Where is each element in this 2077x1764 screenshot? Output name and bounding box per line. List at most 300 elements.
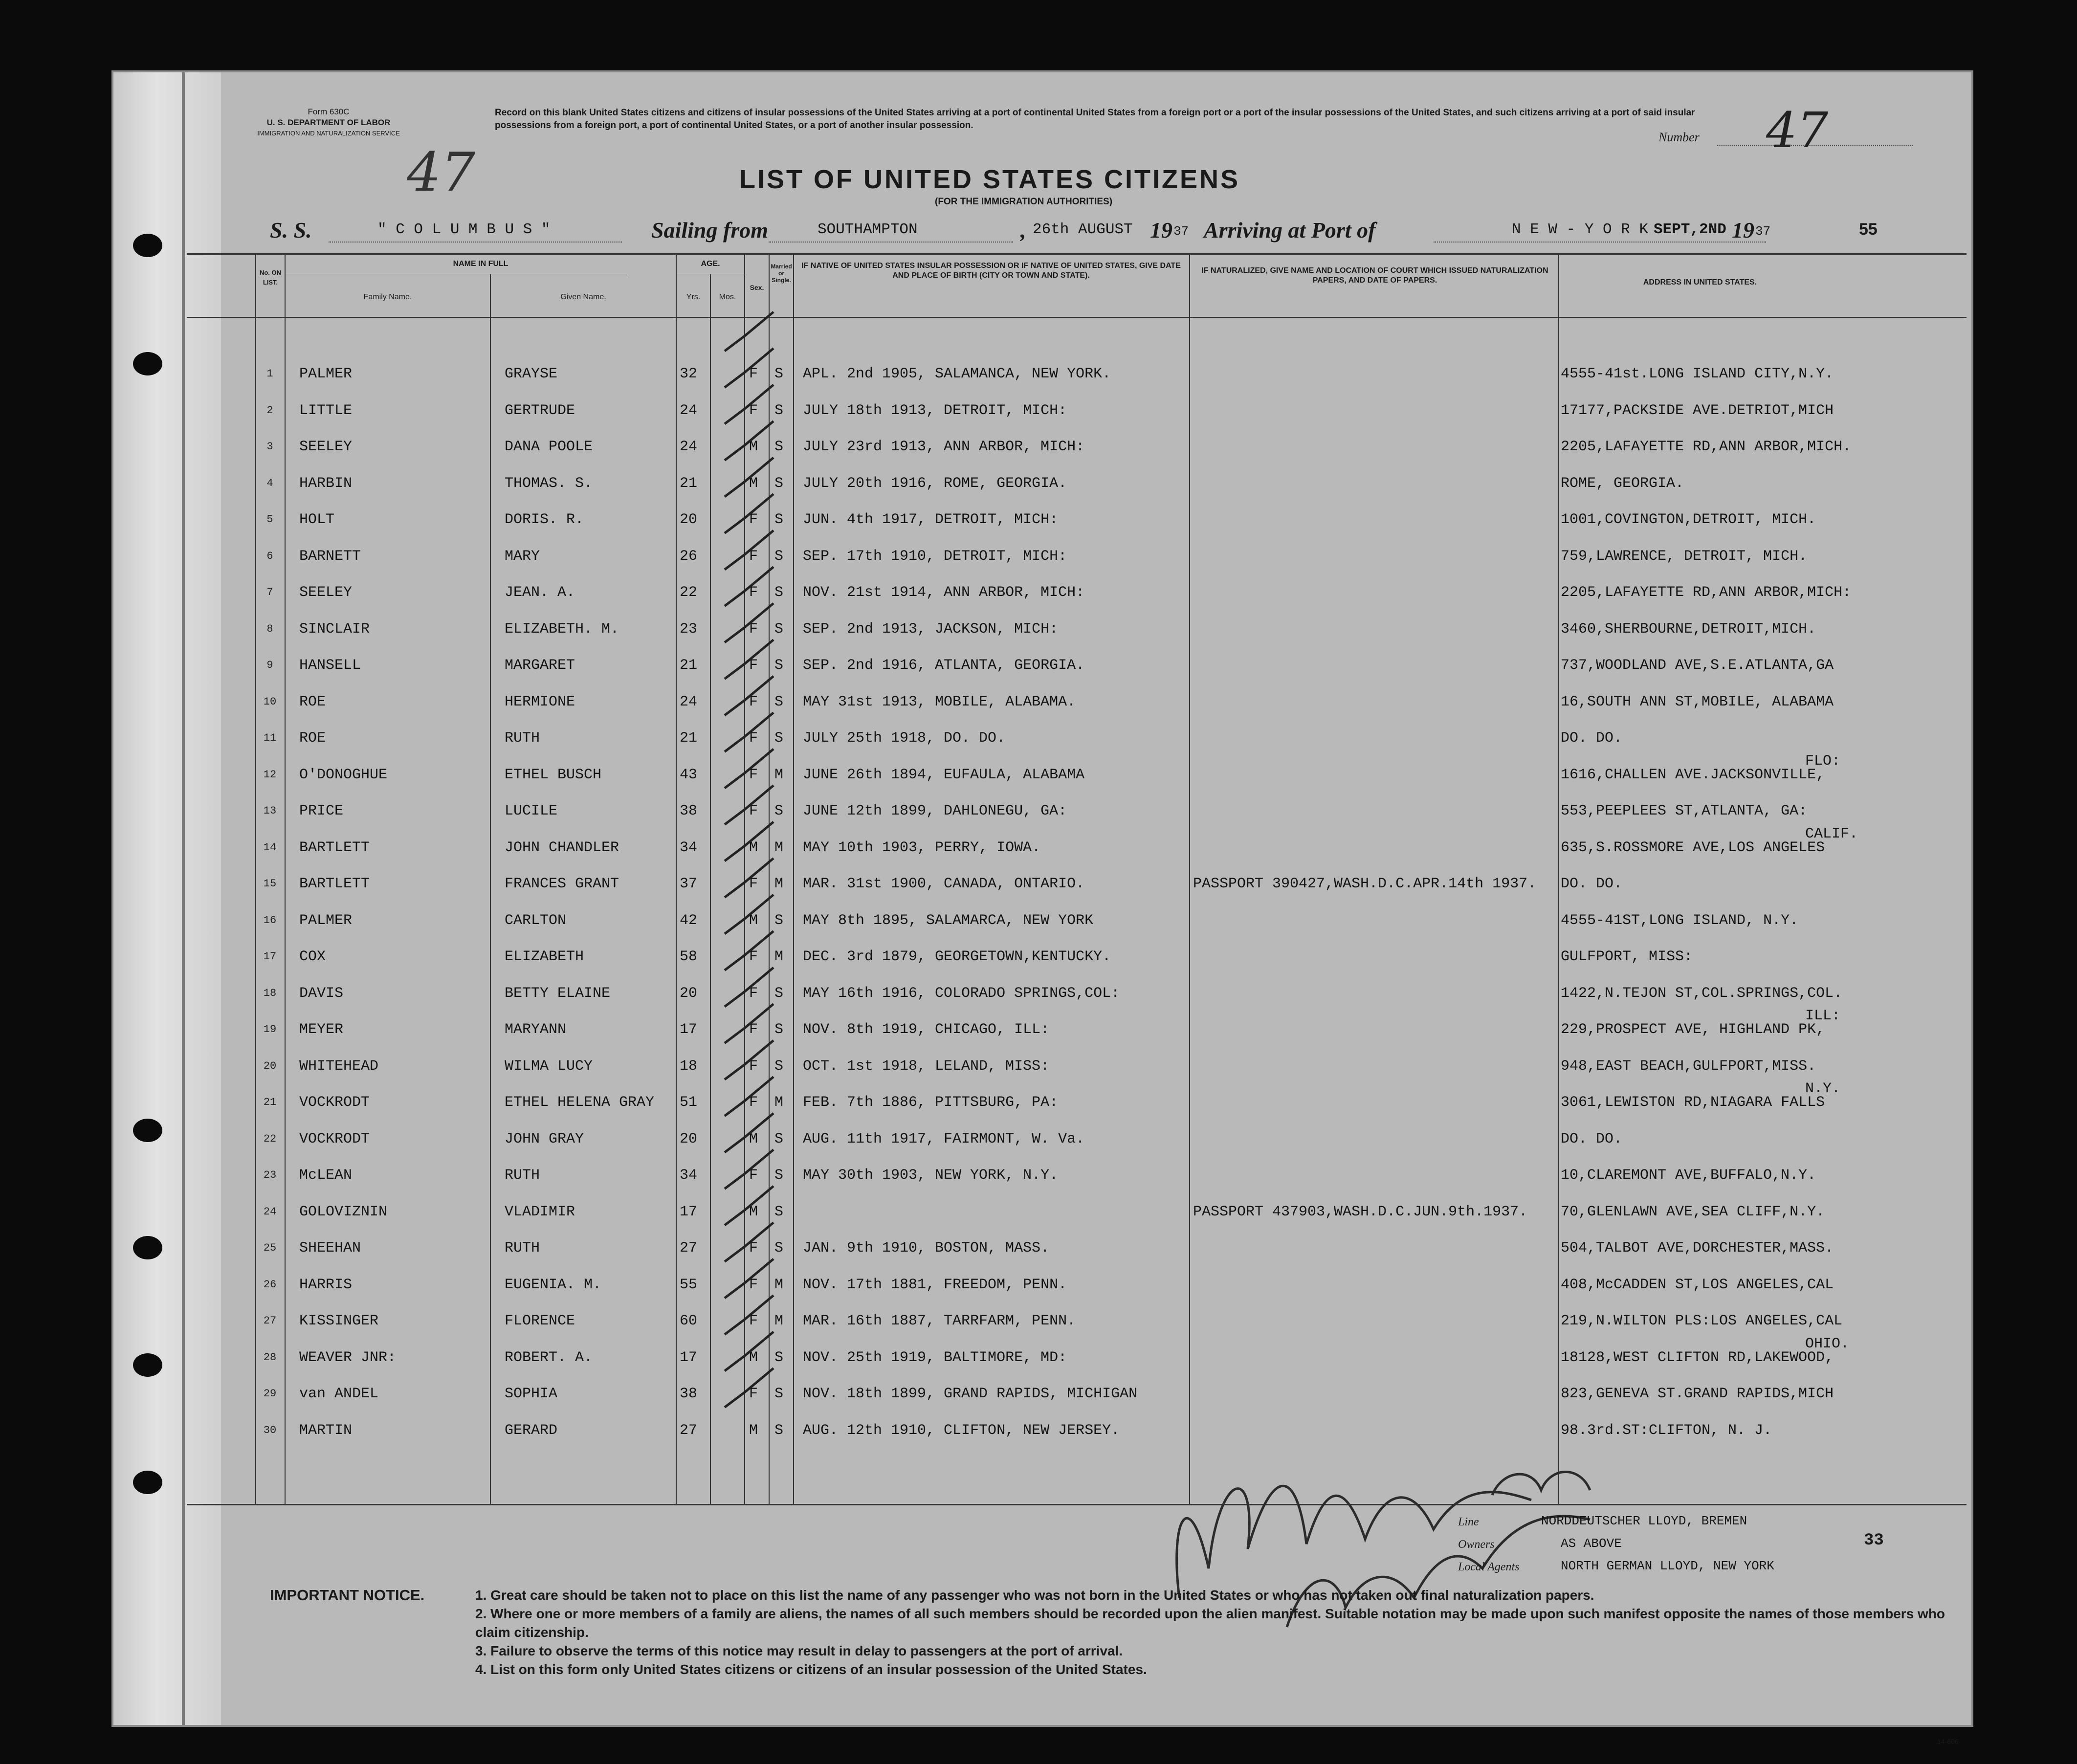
marital-status: S bbox=[774, 730, 784, 747]
table-top-rule bbox=[187, 253, 1967, 255]
from-line bbox=[769, 242, 1013, 243]
address: 219,N.WILTON PLS:LOS ANGELES,CAL bbox=[1561, 1313, 1843, 1329]
age-years: 22 bbox=[680, 584, 698, 601]
age-years: 20 bbox=[680, 985, 698, 1002]
row-number: 3 bbox=[266, 441, 273, 453]
given-name: RUTH bbox=[505, 1240, 540, 1257]
family-name: O'DONOGHUE bbox=[299, 766, 388, 783]
tick-mark bbox=[725, 859, 773, 898]
given-name: GERTRUDE bbox=[505, 402, 575, 419]
manifest-sheet bbox=[113, 72, 1971, 1745]
sex: F bbox=[749, 876, 758, 892]
family-name: VOCKRODT bbox=[299, 1130, 370, 1147]
given-name: VLADIMIR bbox=[505, 1203, 575, 1220]
row-number: 9 bbox=[266, 659, 273, 671]
tick-mark bbox=[725, 1368, 773, 1408]
table-bottom-rule bbox=[187, 1504, 1967, 1505]
naturalization-info: PASSPORT 390427,WASH.D.C.APR.14th 1937. bbox=[1193, 876, 1537, 892]
birth-info: MAY 30th 1903, NEW YORK, N.Y. bbox=[803, 1167, 1059, 1184]
tick-mark bbox=[725, 640, 773, 679]
binder-hole bbox=[133, 1471, 162, 1494]
sex: F bbox=[749, 366, 758, 382]
birth-info: MAY 8th 1895, SALAMARCA, NEW YORK bbox=[803, 912, 1094, 929]
birth-info: JUNE 12th 1899, DAHLONEGU, GA: bbox=[803, 803, 1067, 819]
col-rule bbox=[1558, 253, 1559, 1505]
family-name: HANSELL bbox=[299, 657, 361, 674]
col-rule bbox=[490, 274, 491, 1505]
tick-mark bbox=[725, 1077, 773, 1116]
sex: F bbox=[749, 730, 758, 747]
tick-mark bbox=[725, 1004, 773, 1043]
address-continuation: N.Y. bbox=[1805, 1080, 1841, 1097]
address: 2205,LAFAYETTE RD,ANN ARBOR,MICH: bbox=[1561, 584, 1852, 601]
family-name: PRICE bbox=[299, 803, 344, 819]
tick-mark bbox=[725, 676, 773, 715]
row-number: 4 bbox=[266, 477, 273, 489]
birth-info: DEC. 3rd 1879, GEORGETOWN,KENTUCKY. bbox=[803, 948, 1111, 965]
given-name: GERARD bbox=[505, 1422, 558, 1439]
tick-mark bbox=[725, 1186, 773, 1225]
given-name: THOMAS. S. bbox=[505, 475, 593, 492]
age-years: 60 bbox=[680, 1313, 698, 1329]
marital-status: S bbox=[774, 620, 784, 638]
birth-info: MAY 10th 1903, PERRY, IOWA. bbox=[803, 839, 1041, 856]
col-rule bbox=[1189, 253, 1190, 1505]
row-number: 11 bbox=[263, 732, 277, 744]
marital-status: S bbox=[774, 1167, 784, 1184]
given-name: ETHEL BUSCH bbox=[505, 766, 602, 783]
header-yrs: Yrs. bbox=[686, 293, 701, 301]
address-continuation: FLO: bbox=[1805, 752, 1841, 770]
port-to: N E W - Y O R K bbox=[1512, 221, 1649, 238]
tick-mark bbox=[725, 312, 773, 351]
row-number: 5 bbox=[266, 513, 273, 526]
address: GULFPORT, MISS: bbox=[1561, 948, 1693, 965]
given-name: ELIZABETH bbox=[505, 948, 584, 965]
notice-item: 3. Failure to observe the terms of this notice may result in delay to passengers at the port of arrival. bbox=[475, 1643, 1123, 1658]
sex: F bbox=[749, 548, 758, 565]
given-name: ETHEL HELENA GRAY bbox=[505, 1094, 655, 1111]
important-notice bbox=[270, 1586, 1952, 1679]
marital-status: M bbox=[774, 839, 784, 856]
row-number: 6 bbox=[266, 550, 273, 562]
address: 504,TALBOT AVE,DORCHESTER,MASS. bbox=[1561, 1240, 1834, 1257]
sail-year: 37 bbox=[1173, 224, 1189, 239]
family-name: ROE bbox=[299, 693, 326, 710]
row-number: 15 bbox=[263, 878, 277, 890]
family-name: HARBIN bbox=[299, 475, 353, 492]
row-number: 27 bbox=[263, 1315, 277, 1327]
family-name: HARRIS bbox=[299, 1276, 353, 1293]
port-from: SOUTHAMPTON bbox=[818, 221, 918, 238]
given-name: DORIS. R. bbox=[505, 511, 584, 528]
col-rule bbox=[676, 253, 677, 1505]
form-identifier bbox=[250, 107, 407, 139]
birth-info: JULY 20th 1916, ROME, GEORGIA. bbox=[803, 475, 1067, 492]
age-years: 21 bbox=[680, 730, 698, 747]
marital-status: S bbox=[774, 1130, 784, 1147]
tick-mark bbox=[725, 530, 773, 570]
sailing-label: Sailing from bbox=[651, 218, 769, 243]
birth-info: SEP. 2nd 1913, JACKSON, MICH: bbox=[803, 620, 1059, 638]
birth-info: OCT. 1st 1918, LELAND, MISS: bbox=[803, 1058, 1050, 1075]
address: 553,PEEPLEES ST,ATLANTA, GA: bbox=[1561, 803, 1808, 819]
marital-status: S bbox=[774, 693, 784, 710]
address: 70,GLENLAWN AVE,SEA CLIFF,N.Y. bbox=[1561, 1203, 1825, 1220]
pencil-number: 47 bbox=[407, 141, 475, 203]
marital-status: S bbox=[774, 584, 784, 601]
age-years: 23 bbox=[680, 620, 698, 638]
address-continuation: OHIO. bbox=[1805, 1335, 1850, 1352]
header-married: Married or Single. bbox=[771, 263, 792, 284]
row-number: 16 bbox=[263, 914, 277, 926]
birth-info: SEP. 17th 1910, DETROIT, MICH: bbox=[803, 548, 1067, 565]
age-years: 38 bbox=[680, 803, 698, 819]
tick-mark bbox=[725, 1332, 773, 1371]
address: 3061,LEWISTON RD,NIAGARA FALLS bbox=[1561, 1094, 1825, 1111]
birth-info: NOV. 17th 1881, FREEDOM, PENN. bbox=[803, 1276, 1067, 1293]
birth-info: NOV. 25th 1919, BALTIMORE, MD: bbox=[803, 1349, 1067, 1366]
sex: F bbox=[749, 620, 758, 638]
given-name: BETTY ELAINE bbox=[505, 985, 611, 1002]
address: 948,EAST BEACH,GULFPORT,MISS. bbox=[1561, 1058, 1816, 1075]
age-years: 34 bbox=[680, 839, 698, 856]
sex: F bbox=[749, 948, 758, 965]
binder-hole bbox=[133, 1236, 162, 1259]
marital-status: M bbox=[774, 876, 784, 892]
age-years: 32 bbox=[680, 366, 698, 382]
address: 10,CLAREMONT AVE,BUFFALO,N.Y. bbox=[1561, 1167, 1816, 1184]
row-number: 8 bbox=[266, 622, 273, 635]
family-name: PALMER bbox=[299, 366, 353, 382]
row-number: 26 bbox=[263, 1278, 277, 1291]
binder-hole bbox=[133, 1119, 162, 1142]
row-number: 2 bbox=[266, 404, 273, 417]
row-number: 25 bbox=[263, 1242, 277, 1254]
family-name: MEYER bbox=[299, 1021, 344, 1038]
address: 1001,COVINGTON,DETROIT, MICH. bbox=[1561, 511, 1816, 528]
notice-label: IMPORTANT NOTICE. bbox=[270, 1587, 425, 1604]
row-number: 18 bbox=[263, 987, 277, 999]
sex: F bbox=[749, 1021, 758, 1038]
given-name: CARLTON bbox=[505, 912, 567, 929]
birth-info: MAY 16th 1916, COLORADO SPRINGS,COL: bbox=[803, 985, 1120, 1002]
page-subtitle: (FOR THE IMMIGRATION AUTHORITIES) bbox=[935, 197, 1113, 207]
birth-info: JULY 18th 1913, DETROIT, MICH: bbox=[803, 402, 1067, 419]
header-address: ADDRESS IN UNITED STATES. bbox=[1643, 278, 1757, 287]
tick-mark bbox=[725, 1259, 773, 1298]
family-name: BARTLETT bbox=[299, 839, 370, 856]
header-birth: IF NATIVE OF UNITED STATES INSULAR POSSESSION OR IF NATIVE OF UNITED STATES, GIVE DATE AND PLACE OF BIRTH (CITY OR TOWN AND STATE). bbox=[801, 262, 1181, 280]
tick-mark bbox=[725, 713, 773, 752]
given-name: MARGARET bbox=[505, 657, 575, 674]
comma: , bbox=[1020, 218, 1026, 243]
given-name: RUTH bbox=[505, 1167, 540, 1184]
family-name: WHITEHEAD bbox=[299, 1058, 379, 1075]
marital-status: S bbox=[774, 475, 784, 492]
tick-mark bbox=[725, 749, 773, 788]
address: 408,McCADDEN ST,LOS ANGELES,CAL bbox=[1561, 1276, 1834, 1293]
row-number: 12 bbox=[263, 768, 277, 781]
age-years: 21 bbox=[680, 475, 698, 492]
notice-item: 2. Where one or more members of a family are aliens, the names of all such members should be recorded upon the alien manifest. Suitable notation may be made upon such manifest opposite the names of those members who claim citizenship. bbox=[475, 1606, 1945, 1640]
binder-strip bbox=[113, 72, 221, 1725]
age-years: 43 bbox=[680, 766, 698, 783]
given-name: DANA POOLE bbox=[505, 439, 593, 455]
row-number: 14 bbox=[263, 841, 277, 854]
row-number: 29 bbox=[263, 1388, 277, 1400]
form-number: Form 630C bbox=[308, 107, 350, 116]
family-name: SEELEY bbox=[299, 584, 353, 601]
header-naturalized: IF NATURALIZED, GIVE NAME AND LOCATION OF COURT WHICH ISSUED NATURALIZATION PAPERS, AND DATE OF PAPERS. bbox=[1201, 266, 1548, 285]
given-name: FLORENCE bbox=[505, 1313, 575, 1329]
marital-status: M bbox=[774, 1313, 784, 1329]
tick-marks bbox=[710, 307, 808, 1520]
line-label: Line bbox=[1458, 1516, 1479, 1528]
address: DO. DO. bbox=[1561, 876, 1623, 892]
age-years: 17 bbox=[680, 1203, 698, 1220]
given-name: ELIZABETH. M. bbox=[505, 620, 619, 638]
header-no: No. ON LIST. bbox=[259, 269, 282, 286]
address-continuation: ILL: bbox=[1805, 1008, 1841, 1024]
row-number: 22 bbox=[263, 1132, 277, 1145]
marital-status: S bbox=[774, 1349, 784, 1366]
tick-mark bbox=[725, 1040, 773, 1080]
row-number: 1 bbox=[266, 368, 273, 380]
given-name: JOHN GRAY bbox=[505, 1130, 584, 1147]
tick-mark bbox=[725, 494, 773, 533]
birth-info: AUG. 12th 1910, CLIFTON, NEW JERSEY. bbox=[803, 1422, 1120, 1439]
row-number: 19 bbox=[263, 1023, 277, 1036]
age-years: 27 bbox=[680, 1422, 698, 1439]
birth-info: SEP. 2nd 1916, ATLANTA, GEORGIA. bbox=[803, 657, 1085, 674]
age-years: 27 bbox=[680, 1240, 698, 1257]
family-name: KISSINGER bbox=[299, 1313, 379, 1329]
family-name: WEAVER JNR: bbox=[299, 1349, 397, 1366]
marital-status: M bbox=[774, 948, 784, 965]
notice-item: 4. List on this form only United States citizens or citizens of an insular possession of the United States. bbox=[475, 1662, 1147, 1677]
sex: F bbox=[749, 1313, 758, 1329]
sex: M bbox=[749, 1130, 758, 1147]
marital-status: S bbox=[774, 1021, 784, 1038]
page-title: LIST OF UNITED STATES CITIZENS bbox=[739, 165, 1240, 194]
marital-status: M bbox=[774, 1276, 784, 1293]
row-number: 21 bbox=[263, 1096, 277, 1108]
age-years: 51 bbox=[680, 1094, 698, 1111]
header-mos: Mos. bbox=[719, 293, 736, 301]
birth-info: NOV. 21st 1914, ANN ARBOR, MICH: bbox=[803, 584, 1085, 601]
birth-info: FEB. 7th 1886, PITTSBURG, PA: bbox=[803, 1094, 1059, 1111]
family-name: HOLT bbox=[299, 511, 335, 528]
header-sex: Sex. bbox=[750, 284, 764, 291]
tick-mark bbox=[725, 458, 773, 497]
page-stamp: 33 bbox=[1864, 1531, 1884, 1550]
arriving-label: Arriving at Port of bbox=[1204, 218, 1376, 243]
address: 1422,N.TEJON ST,COL.SPRINGS,COL. bbox=[1561, 985, 1843, 1002]
marital-status: S bbox=[774, 1422, 784, 1439]
address: 4555-41st.LONG ISLAND CITY,N.Y. bbox=[1561, 366, 1834, 382]
family-name: VOCKRODT bbox=[299, 1094, 370, 1111]
birth-info: NOV. 8th 1919, CHICAGO, ILL: bbox=[803, 1021, 1050, 1038]
sex: F bbox=[749, 1058, 758, 1075]
birth-info: AUG. 11th 1917, FAIRMONT, W. Va. bbox=[803, 1130, 1085, 1147]
address: 98.3rd.ST:CLIFTON, N. J. bbox=[1561, 1422, 1772, 1439]
sex: F bbox=[749, 584, 758, 601]
sex: F bbox=[749, 511, 758, 528]
sex: M bbox=[749, 912, 758, 929]
sex: F bbox=[749, 657, 758, 674]
birth-info: MAY 31st 1913, MOBILE, ALABAMA. bbox=[803, 693, 1076, 710]
age-years: 24 bbox=[680, 402, 698, 419]
family-name: ROE bbox=[299, 730, 326, 747]
age-years: 21 bbox=[680, 657, 698, 674]
ss-label: S. S. bbox=[270, 218, 312, 243]
sex: F bbox=[749, 1386, 758, 1402]
family-name: SINCLAIR bbox=[299, 620, 370, 638]
row-number: 20 bbox=[263, 1059, 277, 1072]
age-years: 20 bbox=[680, 1130, 698, 1147]
family-name: SHEEHAN bbox=[299, 1240, 361, 1257]
marital-status: S bbox=[774, 1203, 784, 1220]
to-line bbox=[1434, 242, 1766, 243]
birth-info: JAN. 9th 1910, BOSTON, MASS. bbox=[803, 1240, 1050, 1257]
age-years: 17 bbox=[680, 1021, 698, 1038]
birth-info: JUNE 26th 1894, EUFAULA, ALABAMA bbox=[803, 766, 1085, 783]
given-name: LUCILE bbox=[505, 803, 558, 819]
sex: F bbox=[749, 1094, 758, 1111]
tick-mark bbox=[725, 1223, 773, 1262]
family-name: van ANDEL bbox=[299, 1386, 379, 1402]
birth-info: JUN. 4th 1917, DETROIT, MICH: bbox=[803, 511, 1059, 528]
tick-mark bbox=[725, 822, 773, 861]
tick-mark bbox=[725, 603, 773, 642]
given-name: MARY bbox=[505, 548, 540, 565]
given-name: FRANCES GRANT bbox=[505, 876, 619, 892]
ship-line bbox=[329, 242, 622, 243]
given-name: JOHN CHANDLER bbox=[505, 839, 619, 856]
age-years: 37 bbox=[680, 876, 698, 892]
family-name: MARTIN bbox=[299, 1422, 353, 1439]
number-label: Number bbox=[1658, 130, 1700, 144]
notice-item: 1. Great care should be taken not to place on this list the name of any passenger who was not born in the United States or who has not taken out final naturalization papers. bbox=[475, 1588, 1594, 1603]
sex: F bbox=[749, 1276, 758, 1293]
address: 823,GENEVA ST.GRAND RAPIDS,MICH bbox=[1561, 1386, 1834, 1402]
marital-status: S bbox=[774, 548, 784, 565]
marital-status: S bbox=[774, 1240, 784, 1257]
sex: F bbox=[749, 766, 758, 783]
marital-status: S bbox=[774, 511, 784, 528]
birth-info: JULY 25th 1918, DO. DO. bbox=[803, 730, 1006, 747]
header-given: Given Name. bbox=[560, 293, 606, 301]
year-prefix-2: 19 bbox=[1732, 218, 1754, 243]
sex: F bbox=[749, 1240, 758, 1257]
binder-hole bbox=[133, 352, 162, 375]
row-number: 23 bbox=[263, 1169, 277, 1181]
owners-value: AS ABOVE bbox=[1561, 1536, 1622, 1551]
family-name: BARTLETT bbox=[299, 876, 370, 892]
marital-status: S bbox=[774, 803, 784, 819]
tick-mark bbox=[725, 786, 773, 825]
family-name: DAVIS bbox=[299, 985, 344, 1002]
address: DO. DO. bbox=[1561, 730, 1623, 747]
marital-status: M bbox=[774, 766, 784, 783]
age-years: 34 bbox=[680, 1167, 698, 1184]
marital-status: S bbox=[774, 1058, 784, 1075]
address-continuation: CALIF. bbox=[1805, 825, 1858, 842]
birth-info: NOV. 18th 1899, GRAND RAPIDS, MICHIGAN bbox=[803, 1386, 1138, 1402]
header-age: AGE. bbox=[701, 260, 720, 268]
given-name: SOPHIA bbox=[505, 1386, 558, 1402]
address: 737,WOODLAND AVE,S.E.ATLANTA,GA bbox=[1561, 657, 1834, 674]
page-number: 55 bbox=[1859, 220, 1878, 239]
sex: F bbox=[749, 985, 758, 1002]
tick-mark bbox=[725, 895, 773, 934]
age-years: 24 bbox=[680, 693, 698, 710]
age-years: 38 bbox=[680, 1386, 698, 1402]
tick-mark bbox=[725, 1296, 773, 1335]
agents-value: NORTH GERMAN LLOYD, NEW YORK bbox=[1561, 1559, 1774, 1573]
family-name: SEELEY bbox=[299, 439, 353, 455]
header-name-in-full: NAME IN FULL bbox=[453, 260, 508, 268]
marital-status: S bbox=[774, 985, 784, 1002]
tick-mark bbox=[725, 968, 773, 1007]
address: 759,LAWRENCE, DETROIT, MICH. bbox=[1561, 548, 1808, 565]
row-number: 13 bbox=[263, 805, 277, 817]
line-value: NORDDEUTSCHER LLOYD, BREMEN bbox=[1541, 1514, 1747, 1528]
birth-info: MAR. 16th 1887, TARRFARM, PENN. bbox=[803, 1313, 1076, 1329]
address: 4555-41ST,LONG ISLAND, N.Y. bbox=[1561, 912, 1799, 929]
row-number: 17 bbox=[263, 950, 277, 963]
tick-mark bbox=[725, 1150, 773, 1189]
sex: F bbox=[749, 693, 758, 710]
given-name: JEAN. A. bbox=[505, 584, 575, 601]
table-header-rule bbox=[187, 317, 1967, 318]
marital-status: S bbox=[774, 402, 784, 419]
age-years: 24 bbox=[680, 439, 698, 455]
sex: M bbox=[749, 475, 758, 492]
marital-status: S bbox=[774, 366, 784, 382]
age-years: 20 bbox=[680, 511, 698, 528]
given-name: MARYANN bbox=[505, 1021, 567, 1038]
tick-mark bbox=[725, 385, 773, 424]
address: 229,PROSPECT AVE, HIGHLAND PK, bbox=[1561, 1021, 1825, 1038]
address: DO. DO. bbox=[1561, 1130, 1623, 1147]
given-name: HERMIONE bbox=[505, 693, 575, 710]
tick-mark bbox=[725, 931, 773, 970]
given-name: RUTH bbox=[505, 730, 540, 747]
marital-status: S bbox=[774, 657, 784, 674]
given-name: EUGENIA. M. bbox=[505, 1276, 602, 1293]
sex: M bbox=[749, 839, 758, 856]
naturalization-info: PASSPORT 437903,WASH.D.C.JUN.9th.1937. bbox=[1193, 1203, 1528, 1220]
tick-mark bbox=[725, 349, 773, 388]
row-number: 24 bbox=[263, 1205, 277, 1218]
address: 635,S.ROSSMORE AVE,LOS ANGELES bbox=[1561, 839, 1825, 856]
age-years: 26 bbox=[680, 548, 698, 565]
form-code: 14-606 bbox=[1937, 1738, 1959, 1745]
binder-edge bbox=[182, 72, 185, 1725]
sail-date: 26th AUGUST bbox=[1033, 221, 1133, 238]
address: 1616,CHALLEN AVE.JACKSONVILLE, bbox=[1561, 766, 1825, 783]
agents-label: Local Agents bbox=[1458, 1561, 1520, 1573]
family-name: PALMER bbox=[299, 912, 353, 929]
given-name: GRAYSE bbox=[505, 366, 558, 382]
sex: F bbox=[749, 1167, 758, 1184]
sex: M bbox=[749, 439, 758, 455]
sex: F bbox=[749, 402, 758, 419]
arrive-year: 37 bbox=[1755, 224, 1771, 239]
tick-mark bbox=[725, 1113, 773, 1152]
